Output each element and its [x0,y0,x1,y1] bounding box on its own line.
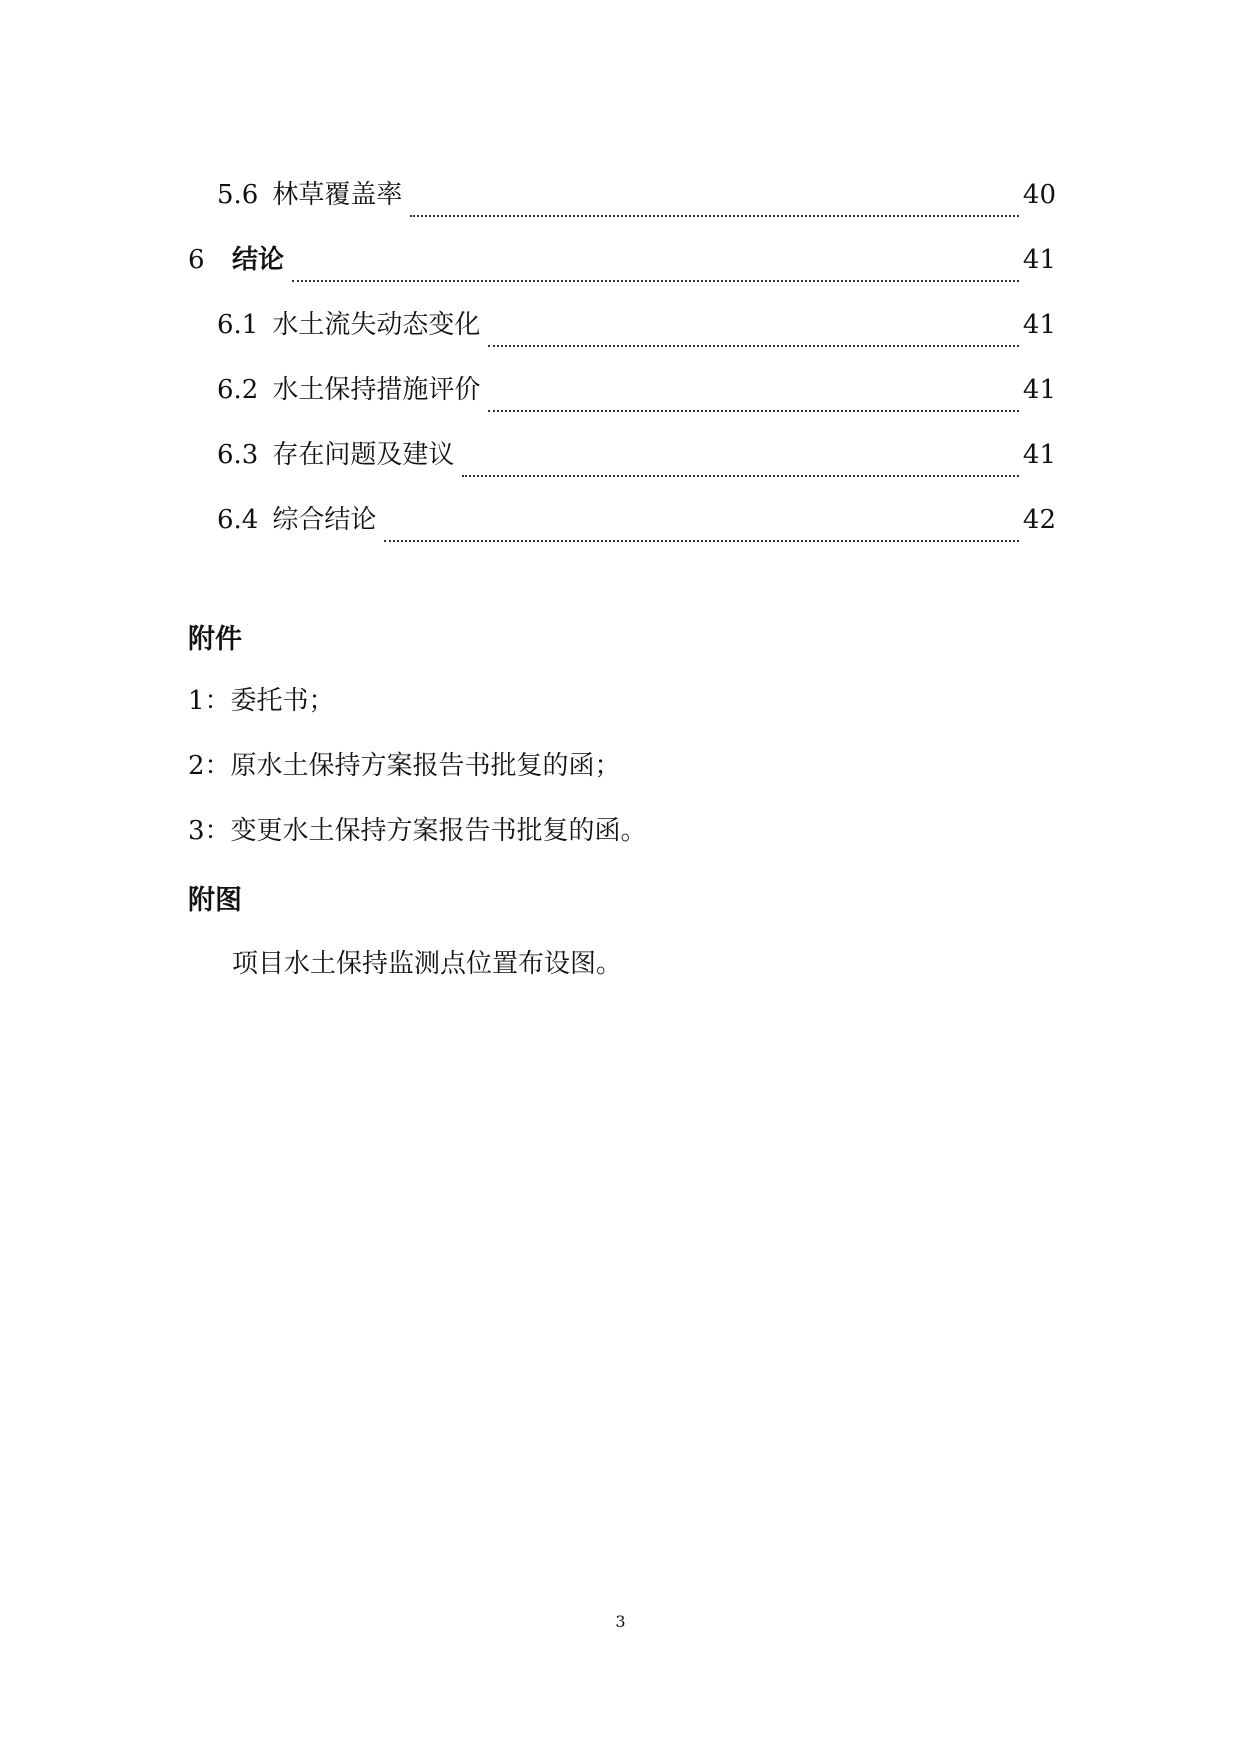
toc-dot-leader [384,540,1019,542]
toc-entry-5-6[interactable] [188,162,1056,227]
toc-dot-leader [488,345,1019,347]
toc-entry-6-3[interactable] [188,422,1056,487]
toc-entry-title: 水土流失动态变化 [272,309,481,340]
toc-dot-leader [488,410,1019,412]
toc-entry-6-1[interactable] [188,292,1056,357]
toc-entry-page: 41 [1022,374,1056,405]
figure-item: 项目水土保持监测点位置布设图。 [232,949,623,979]
toc-entry-title: 存在问题及建议 [272,439,455,470]
toc-entry-number: 6.2 [217,374,259,405]
attachment-item: 2：原水土保持方案报告书批复的函； [188,751,621,781]
toc-dot-leader [292,280,1019,282]
figures-heading: 附图 [188,885,242,916]
toc-entry-6[interactable] [188,227,1056,292]
toc-dot-leader [410,215,1019,217]
toc-entry-page: 42 [1022,504,1056,535]
toc-entry-title: 综合结论 [272,504,377,535]
attachment-item: 3：变更水土保持方案报告书批复的函。 [188,816,647,846]
attachments-list [188,685,647,880]
toc-entry-page: 41 [1022,244,1056,275]
toc-entry-6-4[interactable] [188,487,1056,552]
toc-entry-page: 40 [1022,179,1056,210]
toc-entry-number: 6 [188,244,205,275]
toc-entry-title: 水土保持措施评价 [272,374,481,405]
toc-entry-page: 41 [1022,439,1056,470]
toc-entry-number: 6.1 [217,309,259,340]
toc-entry-number: 6.3 [217,439,259,470]
toc-entry-title: 林草覆盖率 [272,179,403,210]
toc-dot-leader [462,475,1019,477]
toc-entry-number: 5.6 [217,179,259,210]
page-number: 3 [615,1612,626,1631]
table-of-contents [188,162,1056,552]
attachments-heading: 附件 [188,624,242,655]
toc-entry-title: 结论 [232,244,285,275]
toc-entry-6-2[interactable] [188,357,1056,422]
toc-entry-number: 6.4 [217,504,259,535]
attachment-item: 1：委托书； [188,686,335,716]
toc-entry-page: 41 [1022,309,1056,340]
